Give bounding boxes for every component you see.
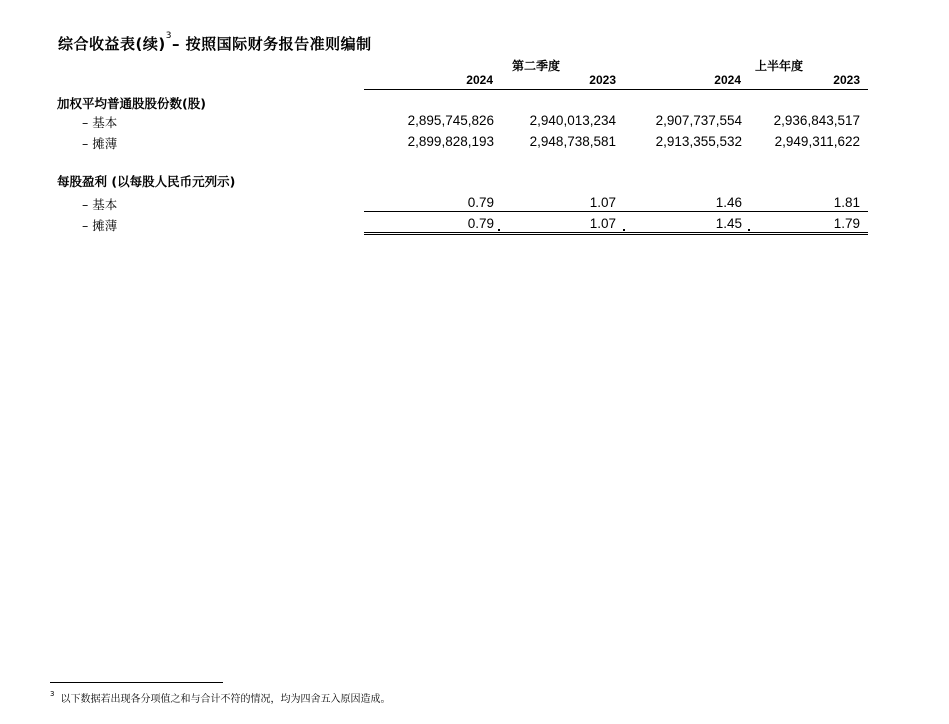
total-double-rule-bottom bbox=[364, 234, 868, 235]
footnote-divider bbox=[50, 682, 223, 683]
title-note-ref: 3 bbox=[165, 31, 172, 41]
cell-eps-diluted-q2-2024: 0.79 bbox=[467, 216, 494, 231]
page-title bbox=[58, 33, 372, 54]
cell-shares-basic-h1-2024: 2,907,737,554 bbox=[655, 113, 742, 128]
footnote bbox=[50, 690, 390, 705]
header-divider bbox=[364, 89, 868, 90]
cell-eps-diluted-h1-2023: 1.79 bbox=[833, 216, 860, 231]
header-group-half-year: 上半年度 bbox=[755, 59, 804, 73]
eps-basic-divider bbox=[364, 211, 868, 212]
cell-shares-basic-h1-2023: 2,936,843,517 bbox=[773, 113, 860, 128]
row-label-shares-diluted: – 摊薄 bbox=[82, 136, 118, 151]
header-year-h1-2024: 2024 bbox=[714, 73, 741, 87]
cell-shares-diluted-q2-2023: 2,948,738,581 bbox=[529, 134, 616, 149]
header-year-q2-2024: 2024 bbox=[466, 73, 493, 87]
cell-eps-basic-h1-2024: 1.46 bbox=[715, 195, 742, 210]
footnote-marker: 3 bbox=[50, 690, 55, 698]
cell-eps-diluted-q2-2023: 1.07 bbox=[589, 216, 616, 231]
footnote-text: 以下数据若出现各分项值之和与合计不符的情况，均为四舍五入原因造成。 bbox=[60, 694, 391, 705]
cell-shares-basic-q2-2024: 2,895,745,826 bbox=[407, 113, 494, 128]
title-main: 综合收益表(续) bbox=[58, 35, 166, 53]
cell-shares-diluted-q2-2024: 2,899,828,193 bbox=[407, 134, 494, 149]
header-year-h1-2023: 2023 bbox=[833, 73, 860, 87]
total-double-rule-top bbox=[364, 232, 868, 233]
section-weighted-shares-label: 加权平均普通股股份数(股) bbox=[57, 96, 206, 111]
cell-shares-diluted-h1-2024: 2,913,355,532 bbox=[655, 134, 742, 149]
cell-eps-basic-q2-2024: 0.79 bbox=[467, 195, 494, 210]
cell-eps-diluted-h1-2024: 1.45 bbox=[715, 216, 742, 231]
section-eps-label: 每股盈利 (以每股人民币元列示) bbox=[57, 174, 236, 189]
row-label-eps-basic: – 基本 bbox=[82, 197, 118, 212]
title-suffix: – 按照国际财务报告准则编制 bbox=[171, 35, 372, 53]
cell-eps-basic-q2-2023: 1.07 bbox=[589, 195, 616, 210]
column-tick-mark bbox=[748, 229, 750, 231]
header-year-q2-2023: 2023 bbox=[589, 73, 616, 87]
row-label-shares-basic: – 基本 bbox=[82, 115, 118, 130]
row-label-eps-diluted: – 摊薄 bbox=[82, 218, 118, 233]
cell-shares-diluted-h1-2023: 2,949,311,622 bbox=[774, 134, 860, 149]
column-tick-mark bbox=[498, 229, 500, 231]
cell-eps-basic-h1-2023: 1.81 bbox=[833, 195, 860, 210]
cell-shares-basic-q2-2023: 2,940,013,234 bbox=[529, 113, 616, 128]
header-group-quarter: 第二季度 bbox=[512, 59, 561, 73]
column-tick-mark bbox=[623, 229, 625, 231]
